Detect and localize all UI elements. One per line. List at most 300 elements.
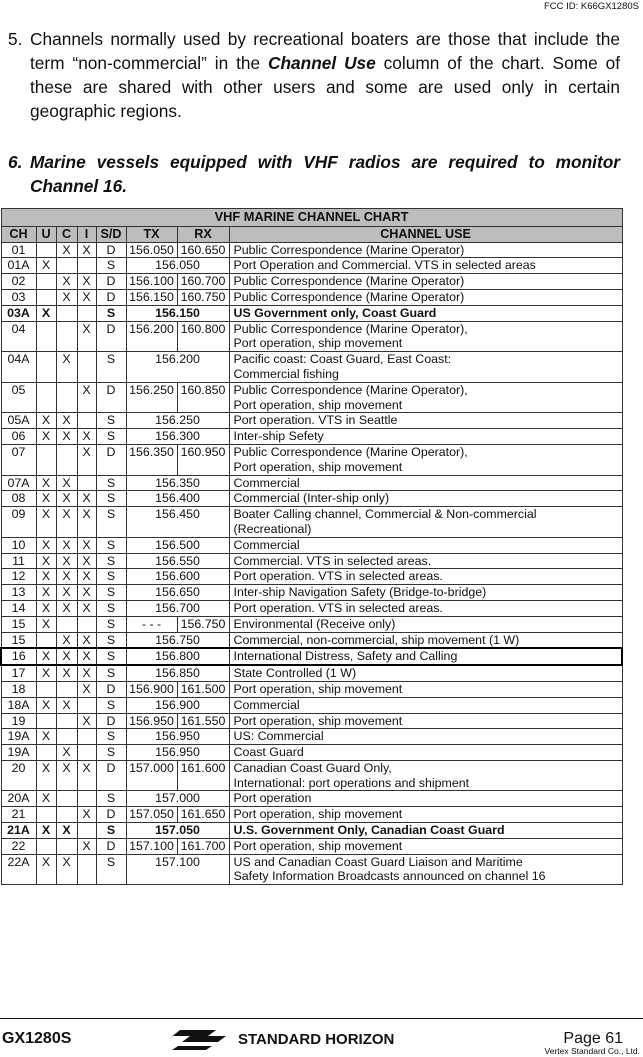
- cell-sd: S: [96, 553, 126, 569]
- cell-u: X: [36, 429, 56, 445]
- cell-u: X: [36, 258, 56, 274]
- cell-u: X: [36, 823, 56, 839]
- cell-ch: 19: [1, 713, 36, 729]
- table-row: [1, 838, 622, 854]
- cell-c: X: [56, 697, 77, 713]
- cell-ch: 16: [1, 648, 36, 665]
- table-row: [1, 632, 622, 648]
- cell-sd: D: [96, 289, 126, 305]
- cell-channel-use: [229, 258, 622, 274]
- channel-use-line: U.S. Government Only, Canadian Coast Guard: [233, 823, 505, 838]
- cell-sd: S: [96, 648, 126, 665]
- cell-sd: S: [96, 616, 126, 632]
- cell-c: X: [56, 585, 77, 601]
- cell-tx-rx: 156.700: [126, 600, 229, 616]
- cell-ch: 03: [1, 289, 36, 305]
- cell-c: X: [56, 745, 77, 761]
- cell-u: X: [36, 600, 56, 616]
- cell-i: [77, 616, 96, 632]
- cell-c: [56, 838, 77, 854]
- cell-ch: 18: [1, 681, 36, 697]
- cell-c: X: [56, 665, 77, 681]
- cell-i: X: [77, 491, 96, 507]
- cell-i: X: [77, 713, 96, 729]
- cell-i: X: [77, 569, 96, 585]
- cell-c: X: [56, 569, 77, 585]
- cell-sd: S: [96, 305, 126, 321]
- channel-use-line: Commercial fishing: [233, 366, 339, 381]
- cell-rx: 161.550: [177, 713, 229, 729]
- channel-use-line: Port operation. VTS in Seattle: [233, 413, 398, 428]
- channel-use-line: Port operation, ship movement: [233, 838, 403, 853]
- cell-sd: S: [96, 352, 126, 383]
- cell-u: X: [36, 305, 56, 321]
- cell-tx: 156.200: [126, 321, 177, 352]
- chart-body: [1, 242, 622, 885]
- cell-c: X: [56, 429, 77, 445]
- channel-use-line: Environmental (Receive only): [233, 616, 396, 631]
- chart-title: VHF MARINE CHANNEL CHART: [1, 209, 622, 227]
- table-row: [1, 697, 622, 713]
- brand-text: STANDARD HORIZON: [238, 1031, 395, 1048]
- cell-i: X: [77, 665, 96, 681]
- cell-rx: 160.750: [177, 289, 229, 305]
- note-5-after: column of the chart. Some of these are shared with other users and some are used only in certain geographic regions.: [30, 53, 620, 121]
- cell-tx-rx: 156.300: [126, 429, 229, 445]
- table-row: [1, 413, 622, 429]
- cell-channel-use: [229, 807, 622, 823]
- cell-u: [36, 444, 56, 475]
- channel-use-line: Commercial: [233, 537, 300, 552]
- note-6-emph: 16: [102, 176, 123, 196]
- cell-ch: 03A: [1, 305, 36, 321]
- cell-i: X: [77, 289, 96, 305]
- cell-i: X: [77, 807, 96, 823]
- cell-rx: 160.650: [177, 242, 229, 258]
- cell-tx: 157.050: [126, 807, 177, 823]
- cell-i: [77, 745, 96, 761]
- cell-u: [36, 321, 56, 352]
- table-row: [1, 600, 622, 616]
- channel-use-line: Port operation: [233, 791, 312, 806]
- cell-channel-use: [229, 713, 622, 729]
- cell-tx-rx: 156.850: [126, 665, 229, 681]
- cell-channel-use: [229, 585, 622, 601]
- cell-ch: 22A: [1, 854, 36, 885]
- cell-ch: 15: [1, 632, 36, 648]
- vhf-channel-chart: [0, 208, 623, 885]
- cell-ch: 21: [1, 807, 36, 823]
- cell-c: X: [56, 352, 77, 383]
- table-row: [1, 713, 622, 729]
- cell-tx: 156.250: [126, 382, 177, 413]
- cell-tx-rx: 156.450: [126, 507, 229, 538]
- cell-channel-use: [229, 553, 622, 569]
- cell-sd: S: [96, 537, 126, 553]
- cell-sd: D: [96, 681, 126, 697]
- cell-ch: 01: [1, 242, 36, 258]
- cell-sd: D: [96, 807, 126, 823]
- cell-u: [36, 681, 56, 697]
- cell-i: X: [77, 648, 96, 665]
- cell-u: X: [36, 760, 56, 791]
- channel-use-line: Public Correspondence (Marine Operator),: [233, 321, 468, 336]
- cell-u: X: [36, 553, 56, 569]
- cell-ch: 04A: [1, 352, 36, 383]
- cell-sd: D: [96, 242, 126, 258]
- table-row: [1, 616, 622, 632]
- cell-c: X: [56, 274, 77, 290]
- cell-sd: D: [96, 274, 126, 290]
- cell-rx: 161.600: [177, 760, 229, 791]
- cell-sd: S: [96, 791, 126, 807]
- brand-logo-graphic: [168, 1025, 443, 1051]
- cell-u: X: [36, 569, 56, 585]
- table-row: [1, 382, 622, 413]
- table-row: [1, 585, 622, 601]
- cell-channel-use: [229, 429, 622, 445]
- cell-sd: S: [96, 491, 126, 507]
- cell-ch: 01A: [1, 258, 36, 274]
- cell-u: [36, 632, 56, 648]
- cell-sd: S: [96, 729, 126, 745]
- note-6-text: [30, 150, 620, 198]
- cell-rx: 161.650: [177, 807, 229, 823]
- cell-ch: 15: [1, 616, 36, 632]
- cell-u: X: [36, 585, 56, 601]
- cell-c: [56, 321, 77, 352]
- cell-tx-rx: 157.100: [126, 854, 229, 885]
- note-5-emph: Channel Use: [268, 53, 376, 73]
- cell-tx-rx: 157.000: [126, 791, 229, 807]
- cell-ch: 02: [1, 274, 36, 290]
- note-5-before: Channels normally used by recreational boaters are those that include the term “non-commercial” in the: [30, 29, 620, 73]
- cell-c: X: [56, 242, 77, 258]
- cell-i: [77, 475, 96, 491]
- table-row: [1, 854, 622, 885]
- channel-use-line: State Controlled (1 W): [233, 666, 357, 681]
- cell-tx-rx: 156.550: [126, 553, 229, 569]
- footer-divider: [0, 1018, 643, 1019]
- cell-tx-rx: 157.050: [126, 823, 229, 839]
- cell-c: [56, 729, 77, 745]
- cell-ch: 13: [1, 585, 36, 601]
- cell-channel-use: [229, 475, 622, 491]
- table-row: [1, 289, 622, 305]
- cell-sd: S: [96, 632, 126, 648]
- table-row: [1, 274, 622, 290]
- cell-channel-use: [229, 665, 622, 681]
- cell-c: X: [56, 537, 77, 553]
- cell-channel-use: [229, 305, 622, 321]
- col-header-channel-use: CHANNEL USE: [229, 226, 622, 242]
- cell-sd: S: [96, 585, 126, 601]
- cell-i: [77, 729, 96, 745]
- col-header-i: I: [77, 226, 96, 242]
- channel-use-line: Port operation. VTS in selected areas.: [233, 569, 443, 584]
- cell-c: [56, 616, 77, 632]
- table-row: [1, 553, 622, 569]
- cell-sd: D: [96, 838, 126, 854]
- cell-c: X: [56, 553, 77, 569]
- cell-ch: 10: [1, 537, 36, 553]
- cell-tx: 156.050: [126, 242, 177, 258]
- channel-use-line: Commercial: [233, 697, 300, 712]
- table-row: [1, 807, 622, 823]
- cell-ch: 05A: [1, 413, 36, 429]
- cell-tx-rx: 156.200: [126, 352, 229, 383]
- cell-ch: 14: [1, 600, 36, 616]
- cell-u: X: [36, 648, 56, 665]
- cell-channel-use: [229, 823, 622, 839]
- channel-use-line: Commercial, non-commercial, ship movement (1 W): [233, 632, 520, 647]
- cell-sd: D: [96, 444, 126, 475]
- table-row: [1, 760, 622, 791]
- cell-c: [56, 258, 77, 274]
- cell-c: [56, 382, 77, 413]
- cell-channel-use: [229, 681, 622, 697]
- cell-c: X: [56, 648, 77, 665]
- cell-channel-use: [229, 760, 622, 791]
- cell-tx: 156.100: [126, 274, 177, 290]
- cell-c: X: [56, 475, 77, 491]
- cell-i: X: [77, 681, 96, 697]
- cell-channel-use: [229, 274, 622, 290]
- channel-use-line: Inter-ship Navigation Safety (Bridge-to-bridge): [233, 585, 487, 600]
- cell-i: X: [77, 632, 96, 648]
- cell-rx: 161.500: [177, 681, 229, 697]
- cell-tx-rx: 156.350: [126, 475, 229, 491]
- cell-rx: 156.750: [177, 616, 229, 632]
- table-row: [1, 823, 622, 839]
- cell-rx: 160.950: [177, 444, 229, 475]
- cell-c: X: [56, 600, 77, 616]
- channel-use-line: Commercial: [233, 475, 300, 490]
- channel-use-line: Port operation, ship movement: [233, 397, 403, 412]
- table-row: [1, 258, 622, 274]
- table-row: [1, 429, 622, 445]
- cell-sd: S: [96, 823, 126, 839]
- cell-c: X: [56, 760, 77, 791]
- cell-channel-use: [229, 632, 622, 648]
- cell-u: X: [36, 475, 56, 491]
- channel-use-line: Port Operation and Commercial. VTS in selected areas: [233, 258, 536, 273]
- note-6-after: .: [122, 176, 128, 196]
- channel-use-line: Port operation, ship movement: [233, 681, 403, 696]
- cell-u: [36, 289, 56, 305]
- cell-channel-use: [229, 321, 622, 352]
- col-header-c: C: [56, 226, 77, 242]
- cell-tx-rx: 156.400: [126, 491, 229, 507]
- cell-u: X: [36, 537, 56, 553]
- cell-tx-rx: 156.950: [126, 729, 229, 745]
- cell-sd: S: [96, 258, 126, 274]
- cell-channel-use: [229, 697, 622, 713]
- cell-sd: D: [96, 382, 126, 413]
- cell-ch: 11: [1, 553, 36, 569]
- note-6-number: 6.: [8, 152, 23, 172]
- cell-rx: 160.800: [177, 321, 229, 352]
- cell-c: X: [56, 632, 77, 648]
- cell-u: [36, 352, 56, 383]
- cell-i: X: [77, 382, 96, 413]
- cell-i: [77, 697, 96, 713]
- cell-tx-rx: 156.500: [126, 537, 229, 553]
- cell-i: X: [77, 838, 96, 854]
- cell-i: [77, 823, 96, 839]
- channel-use-line: Port operation, ship movement: [233, 336, 403, 351]
- table-row: [1, 507, 622, 538]
- cell-channel-use: [229, 507, 622, 538]
- channel-use-line: Port operation, ship movement: [233, 807, 403, 822]
- cell-c: X: [56, 491, 77, 507]
- cell-channel-use: [229, 352, 622, 383]
- cell-i: X: [77, 274, 96, 290]
- cell-channel-use: [229, 537, 622, 553]
- cell-c: [56, 807, 77, 823]
- cell-channel-use: [229, 289, 622, 305]
- cell-i: [77, 413, 96, 429]
- cell-tx-rx: 156.150: [126, 305, 229, 321]
- channel-use-line: Canadian Coast Guard Only,: [233, 760, 392, 775]
- cell-tx: 156.900: [126, 681, 177, 697]
- table-row: [1, 729, 622, 745]
- channel-use-line: Port operation, ship movement: [233, 459, 403, 474]
- cell-tx: - - -: [126, 616, 177, 632]
- chart-header-row: [1, 226, 622, 242]
- cell-c: X: [56, 854, 77, 885]
- cell-channel-use: [229, 745, 622, 761]
- cell-tx-rx: 156.750: [126, 632, 229, 648]
- cell-i: X: [77, 444, 96, 475]
- cell-c: [56, 681, 77, 697]
- cell-u: X: [36, 791, 56, 807]
- cell-ch: 06: [1, 429, 36, 445]
- table-row: [1, 791, 622, 807]
- cell-u: X: [36, 491, 56, 507]
- cell-u: X: [36, 729, 56, 745]
- table-row: [1, 491, 622, 507]
- cell-sd: S: [96, 697, 126, 713]
- channel-use-line: Coast Guard: [233, 745, 304, 760]
- cell-u: [36, 713, 56, 729]
- cell-sd: D: [96, 713, 126, 729]
- cell-ch: 17: [1, 665, 36, 681]
- cell-u: [36, 382, 56, 413]
- cell-i: X: [77, 507, 96, 538]
- table-row: [1, 352, 622, 383]
- cell-channel-use: [229, 729, 622, 745]
- channel-use-line: US Government only, Coast Guard: [233, 305, 437, 320]
- table-row: [1, 681, 622, 697]
- fcc-id: FCC ID: K66GX1280S: [543, 1, 639, 12]
- cell-u: [36, 838, 56, 854]
- channel-use-line: US: Commercial: [233, 729, 324, 744]
- cell-u: [36, 807, 56, 823]
- cell-tx-rx: 156.250: [126, 413, 229, 429]
- col-header-tx: TX: [126, 226, 177, 242]
- cell-i: [77, 258, 96, 274]
- cell-sd: S: [96, 569, 126, 585]
- table-row: [1, 242, 622, 258]
- channel-use-line: International: port operations and shipment: [233, 775, 470, 790]
- cell-ch: 21A: [1, 823, 36, 839]
- cell-sd: S: [96, 507, 126, 538]
- cell-c: [56, 713, 77, 729]
- channel-use-line: Public Correspondence (Marine Operator),: [233, 444, 468, 459]
- channel-use-line: Public Correspondence (Marine Operator),: [233, 382, 468, 397]
- cell-i: [77, 305, 96, 321]
- cell-channel-use: [229, 616, 622, 632]
- table-row: [1, 321, 622, 352]
- cell-u: [36, 242, 56, 258]
- cell-tx: 156.150: [126, 289, 177, 305]
- channel-use-line: Public Correspondence (Marine Operator): [233, 242, 465, 257]
- cell-tx: 156.350: [126, 444, 177, 475]
- cell-channel-use: [229, 444, 622, 475]
- cell-i: X: [77, 321, 96, 352]
- note-6: [8, 150, 620, 198]
- cell-tx-rx: 156.950: [126, 745, 229, 761]
- table-row: [1, 444, 622, 475]
- note-5: [8, 27, 620, 123]
- cell-sd: S: [96, 600, 126, 616]
- channel-use-line: Inter-ship Sefety: [233, 429, 324, 444]
- cell-c: X: [56, 289, 77, 305]
- cell-rx: 160.850: [177, 382, 229, 413]
- cell-c: [56, 305, 77, 321]
- channel-use-line: Commercial. VTS in selected areas.: [233, 553, 432, 568]
- cell-sd: S: [96, 475, 126, 491]
- cell-tx-rx: 156.050: [126, 258, 229, 274]
- cell-channel-use: [229, 569, 622, 585]
- cell-i: [77, 352, 96, 383]
- cell-ch: 20: [1, 760, 36, 791]
- standard-horizon-logo: [168, 1025, 443, 1051]
- cell-channel-use: [229, 791, 622, 807]
- cell-sd: D: [96, 321, 126, 352]
- channel-use-line: Port operation. VTS in selected areas.: [233, 600, 443, 615]
- cell-u: X: [36, 854, 56, 885]
- cell-tx: 157.000: [126, 760, 177, 791]
- cell-i: X: [77, 537, 96, 553]
- cell-u: X: [36, 616, 56, 632]
- cell-i: [77, 854, 96, 885]
- company-name: Vertex Standard Co., Ltd.: [544, 1046, 640, 1056]
- cell-tx-rx: 156.650: [126, 585, 229, 601]
- cell-i: X: [77, 760, 96, 791]
- col-header-rx: RX: [177, 226, 229, 242]
- cell-channel-use: [229, 491, 622, 507]
- cell-i: X: [77, 242, 96, 258]
- cell-sd: S: [96, 665, 126, 681]
- cell-i: [77, 791, 96, 807]
- cell-ch: 05: [1, 382, 36, 413]
- cell-ch: 07A: [1, 475, 36, 491]
- cell-sd: S: [96, 429, 126, 445]
- channel-use-line: Boater Calling channel, Commercial & Non-commercial: [233, 507, 537, 522]
- col-header-u: U: [36, 226, 56, 242]
- channel-use-line: Commercial (Inter-ship only): [233, 491, 390, 506]
- channel-use-line: Safety Information Broadcasts announced on channel 16: [233, 869, 546, 884]
- cell-c: [56, 791, 77, 807]
- note-6-before: Marine vessels equipped with VHF radios are required to monitor Channel: [30, 152, 620, 196]
- cell-u: [36, 745, 56, 761]
- note-5-number: 5.: [8, 29, 23, 49]
- cell-ch: 20A: [1, 791, 36, 807]
- table-row: [1, 745, 622, 761]
- cell-tx-rx: 156.900: [126, 697, 229, 713]
